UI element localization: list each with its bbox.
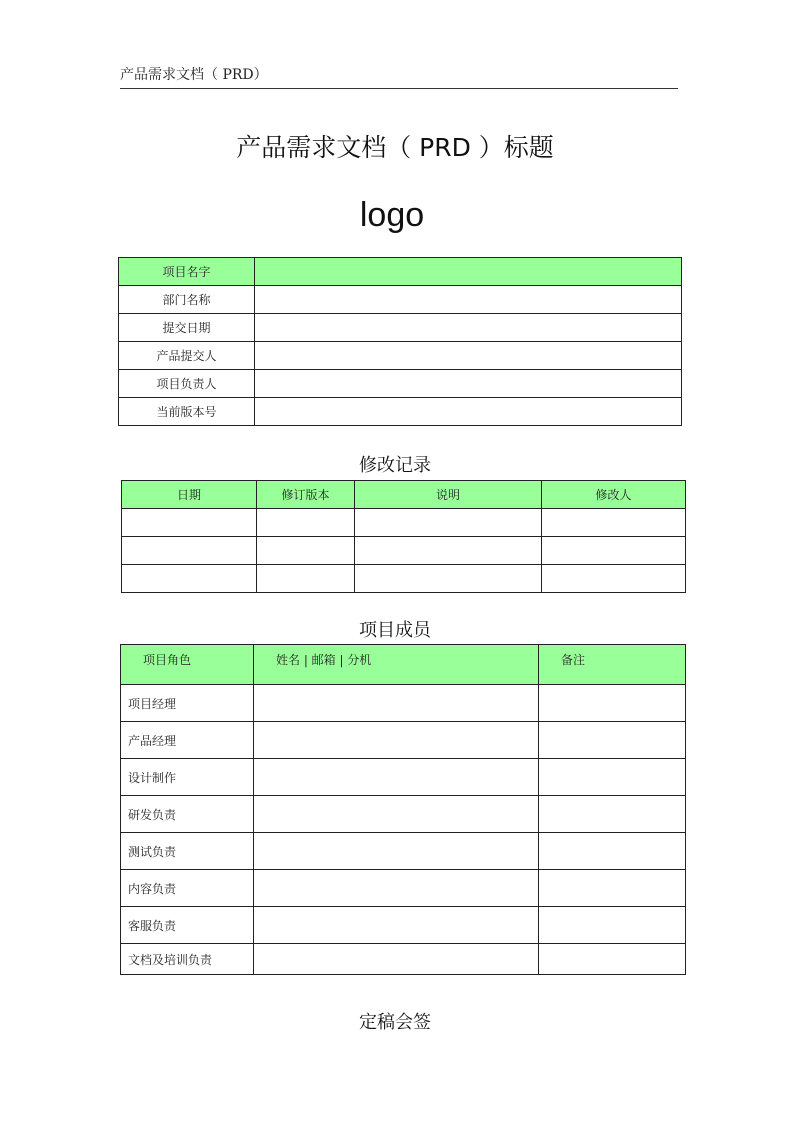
document-title: 产品需求文档（ PRD ）标题 — [236, 133, 554, 162]
member-note-cell[interactable] — [539, 796, 686, 833]
table-row — [122, 537, 686, 565]
table-row — [122, 509, 686, 537]
revision-history-table — [121, 480, 686, 593]
member-role-cell: 测试负责 — [121, 833, 254, 870]
project-info-row — [119, 314, 682, 342]
col-description-header: 说明 — [355, 481, 542, 509]
member-note-cell[interactable] — [539, 759, 686, 796]
logo-placeholder: logo — [359, 196, 425, 234]
project-lead-value[interactable] — [255, 370, 682, 398]
table-row — [121, 796, 686, 833]
member-note-cell[interactable] — [539, 907, 686, 944]
table-row — [121, 759, 686, 796]
revision-history-title: 修改记录 — [359, 455, 431, 476]
members-table — [120, 644, 686, 975]
header-divider — [120, 88, 678, 89]
revision-description-cell[interactable] — [355, 565, 542, 593]
member-contact-cell[interactable] — [254, 870, 539, 907]
member-role-cell: 产品经理 — [121, 722, 254, 759]
running-header: 产品需求文档（ PRD） — [120, 67, 268, 83]
project-info-row — [119, 342, 682, 370]
col-editor-header: 修改人 — [542, 481, 686, 509]
member-role-cell: 设计制作 — [121, 759, 254, 796]
revision-version-cell[interactable] — [257, 565, 355, 593]
member-role-cell: 客服负责 — [121, 907, 254, 944]
member-contact-cell[interactable] — [254, 907, 539, 944]
member-note-cell[interactable] — [539, 870, 686, 907]
revision-editor-cell[interactable] — [542, 565, 686, 593]
project-info-row — [119, 258, 682, 286]
revision-editor-cell[interactable] — [542, 509, 686, 537]
revision-date-cell[interactable] — [122, 537, 257, 565]
signoff-title: 定稿会签 — [359, 1012, 431, 1033]
member-contact-cell[interactable] — [254, 833, 539, 870]
revision-date-cell[interactable] — [122, 509, 257, 537]
member-contact-cell[interactable] — [254, 759, 539, 796]
col-version-header: 修订版本 — [257, 481, 355, 509]
col-date-header: 日期 — [122, 481, 257, 509]
project-name-value[interactable] — [255, 258, 682, 286]
project-info-row — [119, 286, 682, 314]
revision-date-cell[interactable] — [122, 565, 257, 593]
table-row — [121, 870, 686, 907]
member-note-cell[interactable] — [539, 944, 686, 975]
table-header-row — [122, 481, 686, 509]
member-note-cell[interactable] — [539, 722, 686, 759]
table-row — [122, 565, 686, 593]
member-role-cell: 文档及培训负责 — [121, 944, 254, 975]
member-contact-cell[interactable] — [254, 722, 539, 759]
revision-description-cell[interactable] — [355, 509, 542, 537]
col-role-header: 项目角色 — [121, 645, 254, 685]
submit-date-value[interactable] — [255, 314, 682, 342]
submitter-label: 产品提交人 — [119, 342, 255, 370]
table-row — [121, 722, 686, 759]
department-label: 部门名称 — [119, 286, 255, 314]
version-label: 当前版本号 — [119, 398, 255, 426]
revision-version-cell[interactable] — [257, 537, 355, 565]
member-contact-cell[interactable] — [254, 796, 539, 833]
submit-date-label: 提交日期 — [119, 314, 255, 342]
revision-description-cell[interactable] — [355, 537, 542, 565]
project-info-table — [118, 257, 682, 426]
project-info-row — [119, 398, 682, 426]
project-info-row — [119, 370, 682, 398]
table-row — [121, 833, 686, 870]
revision-version-cell[interactable] — [257, 509, 355, 537]
version-value[interactable] — [255, 398, 682, 426]
member-contact-cell[interactable] — [254, 685, 539, 722]
members-title: 项目成员 — [359, 620, 431, 641]
col-contact-header: 姓名 | 邮箱 | 分机 — [254, 645, 539, 685]
table-row — [121, 907, 686, 944]
table-header-row — [121, 645, 686, 685]
member-role-cell: 项目经理 — [121, 685, 254, 722]
project-lead-label: 项目负责人 — [119, 370, 255, 398]
member-role-cell: 内容负责 — [121, 870, 254, 907]
revision-editor-cell[interactable] — [542, 537, 686, 565]
member-contact-cell[interactable] — [254, 944, 539, 975]
col-note-header: 备注 — [539, 645, 686, 685]
member-note-cell[interactable] — [539, 833, 686, 870]
member-role-cell: 研发负责 — [121, 796, 254, 833]
department-value[interactable] — [255, 286, 682, 314]
member-note-cell[interactable] — [539, 685, 686, 722]
submitter-value[interactable] — [255, 342, 682, 370]
project-name-label: 项目名字 — [119, 258, 255, 286]
table-row — [121, 944, 686, 975]
table-row — [121, 685, 686, 722]
